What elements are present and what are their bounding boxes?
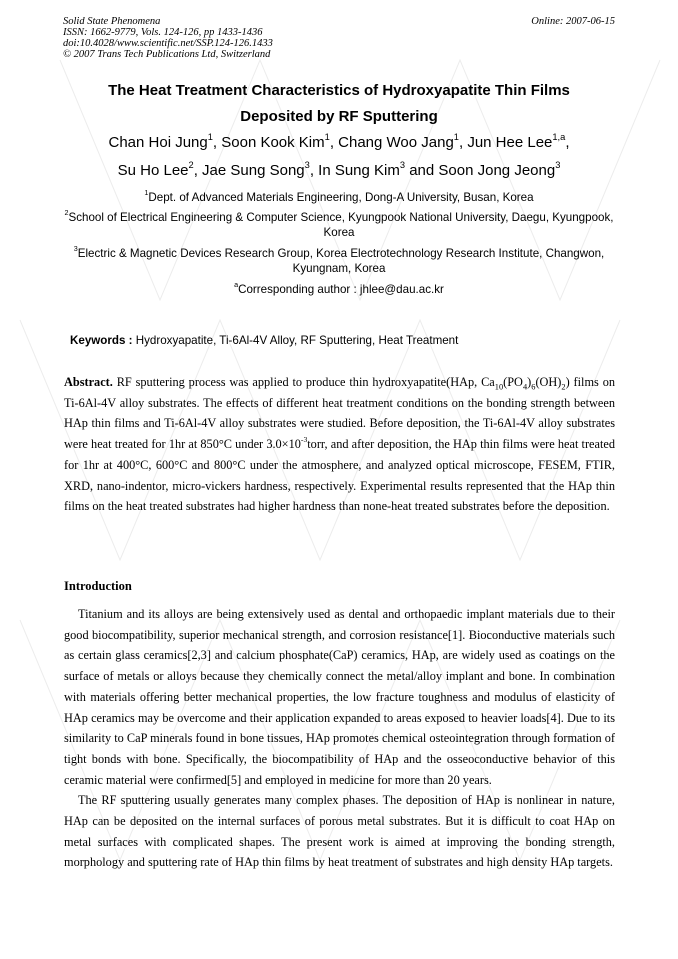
doi-line: doi:10.4028/www.scientific.net/SSP.124-126.1433 <box>63 38 273 49</box>
paper-title-line-1: The Heat Treatment Characteristics of Hydroxyapatite Thin Films <box>108 82 570 99</box>
affiliation-3: $^3$Electric & Magnetic Devices Research Group, Korea Electrotechnology Research Institute, Changwon, Kyungnam, Korea <box>73 244 605 275</box>
author-list-line-2: Su Ho Lee$^2$, Jae Sung Song$^3$, In Sung Kim$^3$ and Soon Jong Jeong$^3$ <box>117 159 561 179</box>
author-name: In Sung Kim <box>318 162 400 179</box>
affiliation-2: $^2$School of Electrical Engineering & Computer Science, Kyungpook National University, Daegu, Kyungpook, Korea <box>64 208 614 239</box>
author-name: Chang Woo Jang <box>338 134 454 151</box>
journal-header <box>63 16 273 60</box>
author-name: Soon Jong Jeong <box>438 162 556 179</box>
author-name: Su Ho Lee <box>117 162 189 179</box>
section-heading-introduction: Introduction <box>64 579 132 593</box>
paragraph: Titanium and its alloys are being extensively used as dental and orthopaedic implant materials due to their good biocompatibility, superior mechanical strength, and corrosion resistance[1]. Bioconductive materials such as certain glass ceramics[2,3] and calcium phosphate(CaP) ceramics, HAp, are widely used as coatings on the surface of metals or alloys because they chemically connect the metal/alloy implant and bone. In combination with materials offering better mechanical properties, the low fracture toughness and modulus of elasticity of HAp ceramics may be overcome and their application expanded to areas exposed to heavier loads[4]. Due to its similarity to CaP minerals found in bone tissues, HAp promotes chemical osteointegration through formation of tight bonds with bone. Specifically, the biocompatibility of HAp and the osseoconductive behavior of this ceramic material were confirmed[5] and employed in medicine for more than 20 years. <box>64 607 615 787</box>
corresponding-author: $^a$Corresponding author : jhlee@dau.ac.kr <box>234 280 444 296</box>
issn-line: ISSN: 1662-9779, Vols. 124-126, pp 1433-1436 <box>63 27 263 38</box>
author-name: Jae Sung Song <box>202 162 305 179</box>
author-affiliation-mark: 2 <box>188 159 194 170</box>
keywords-text: Hydroxyapatite, Ti-6Al-4V Alloy, RF Sputtering, Heat Treatment <box>135 334 459 347</box>
paper-title-line-2: Deposited by RF Sputtering <box>240 108 438 125</box>
keywords <box>70 334 458 347</box>
pressure-value: $3.0\times 10^{-3}$ <box>266 434 308 452</box>
author-affiliation-mark: 1 <box>324 131 330 142</box>
online-date: Online: 2007-06-15 <box>531 16 615 27</box>
copyright-line: © 2007 Trans Tech Publications Ltd, Switzerland <box>63 49 271 60</box>
author-name: Jun Hee Lee <box>467 134 553 151</box>
author-conjunction: and <box>409 162 435 179</box>
author-affiliation-mark: 3 <box>555 159 561 170</box>
author-affiliation-mark: 3 <box>304 159 310 170</box>
affiliation-1: $^1$Dept. of Advanced Materials Engineering, Dong-A University, Busan, Korea <box>144 188 534 204</box>
paragraph: The RF sputtering usually generates many complex phases. The deposition of HAp is nonlinear in nature, HAp can be deposited on the internal surfaces of porous metal substrates. But it is difficult to coat HAp on metal surfaces with complicated shapes. The present work is aimed at improving the bonding strength, morphology and sputtering rate of HAp thin films by heat treatment of substrates and high density HAp targets. <box>64 793 615 870</box>
abstract: Abstract. RF sputtering process was applied to produce thin hydroxyapatite(HAp, $Ca_{10}(PO_4)_6(OH)_2$) films on Ti-6Al-4V alloy substrates. The effects of different heat treatment conditions on the bonding strength between HAp thin films and Ti-6Al-4V alloy substrates were studied. Before deposition, the Ti-6Al-4V alloy substrates were heat treated for 1hr at 850°C under $3.0\times 10^{-3}torr$, and after deposition, the HAp thin films were heat treated for 1hr at 400°C, 600°C and 800°C under the atmosphere, and analyzed optical microscope, FESEM, FTIR, XRD, nano-indentor, micro-vickers hardness, respectively. Experimental results represented that the HAp thin films on the heat treated substrates had higher hardness than none-heat treated substrates before the deposition. <box>64 375 615 514</box>
introduction-body <box>64 604 615 873</box>
author-affiliation-mark: 3 <box>399 159 406 170</box>
abstract-label: Abstract. <box>64 375 113 389</box>
author-affiliation-mark: 1 <box>453 131 459 142</box>
author-name: Chan Hoi Jung <box>108 134 208 151</box>
chemical-formula: $Ca_{10}(PO_4)_6(OH)_2$ <box>481 375 566 392</box>
author-name: Soon Kook Kim <box>221 134 325 151</box>
author-list-line-1: Chan Hoi Jung$^1$, Soon Kook Kim$^1$, Chang Woo Jang$^1$, Jun Hee Lee$^{1,a}$, <box>108 131 570 151</box>
author-affiliation-mark: 1,a <box>552 131 566 142</box>
journal-name: Solid State Phenomena <box>63 16 161 27</box>
keywords-label: Keywords : <box>70 334 133 347</box>
author-affiliation-mark: 1 <box>207 131 213 142</box>
